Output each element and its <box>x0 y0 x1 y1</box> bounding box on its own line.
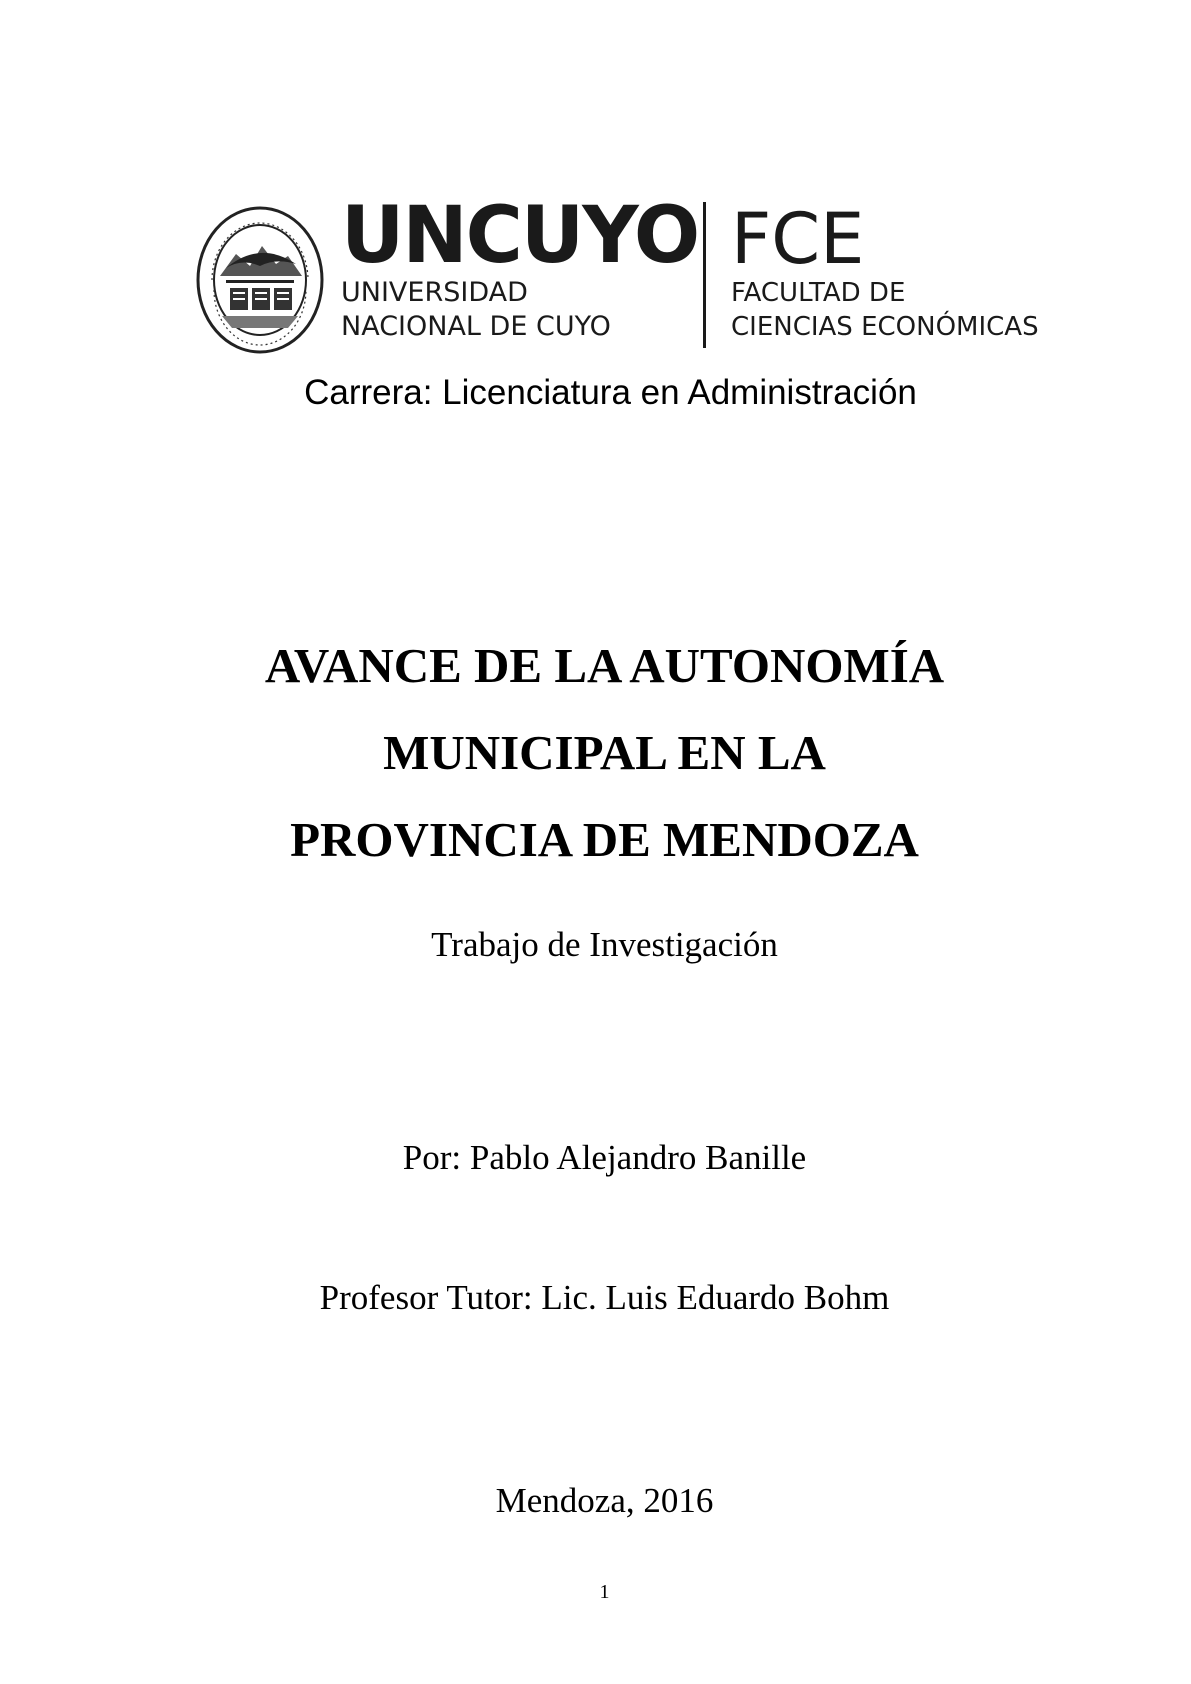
uncuyo-wordmark <box>341 191 699 344</box>
document-subtitle: Trabajo de Investigación <box>431 925 778 964</box>
uncuyo-line-2: NACIONAL DE CUYO <box>341 311 611 342</box>
career-label: Carrera: Licenciatura en Administración <box>304 373 917 412</box>
title-line-2: MUNICIPAL EN LA <box>383 725 826 780</box>
page-number: 1 <box>599 1581 610 1603</box>
fce-line-2: CIENCIAS ECONÓMICAS <box>731 312 1039 342</box>
institution-logo <box>196 191 1076 356</box>
title-line-3: PROVINCIA DE MENDOZA <box>290 812 919 867</box>
title-line-1: AVANCE DE LA AUTONOMÍA <box>264 638 945 693</box>
place-date: Mendoza, 2016 <box>495 1481 714 1520</box>
fce-line-1: FACULTAD DE <box>731 278 906 308</box>
university-seal-icon <box>196 206 324 354</box>
fce-wordmark <box>731 198 1076 344</box>
document-title <box>0 622 1191 883</box>
tutor-line: Profesor Tutor: Lic. Luis Eduardo Bohm <box>319 1278 890 1317</box>
author-line: Por: Pablo Alejandro Banille <box>402 1138 807 1177</box>
uncuyo-name: UNCUYO <box>341 191 699 281</box>
fce-name: FCE <box>731 198 865 280</box>
logo-divider <box>703 202 706 348</box>
uncuyo-line-1: UNIVERSIDAD <box>341 277 528 308</box>
